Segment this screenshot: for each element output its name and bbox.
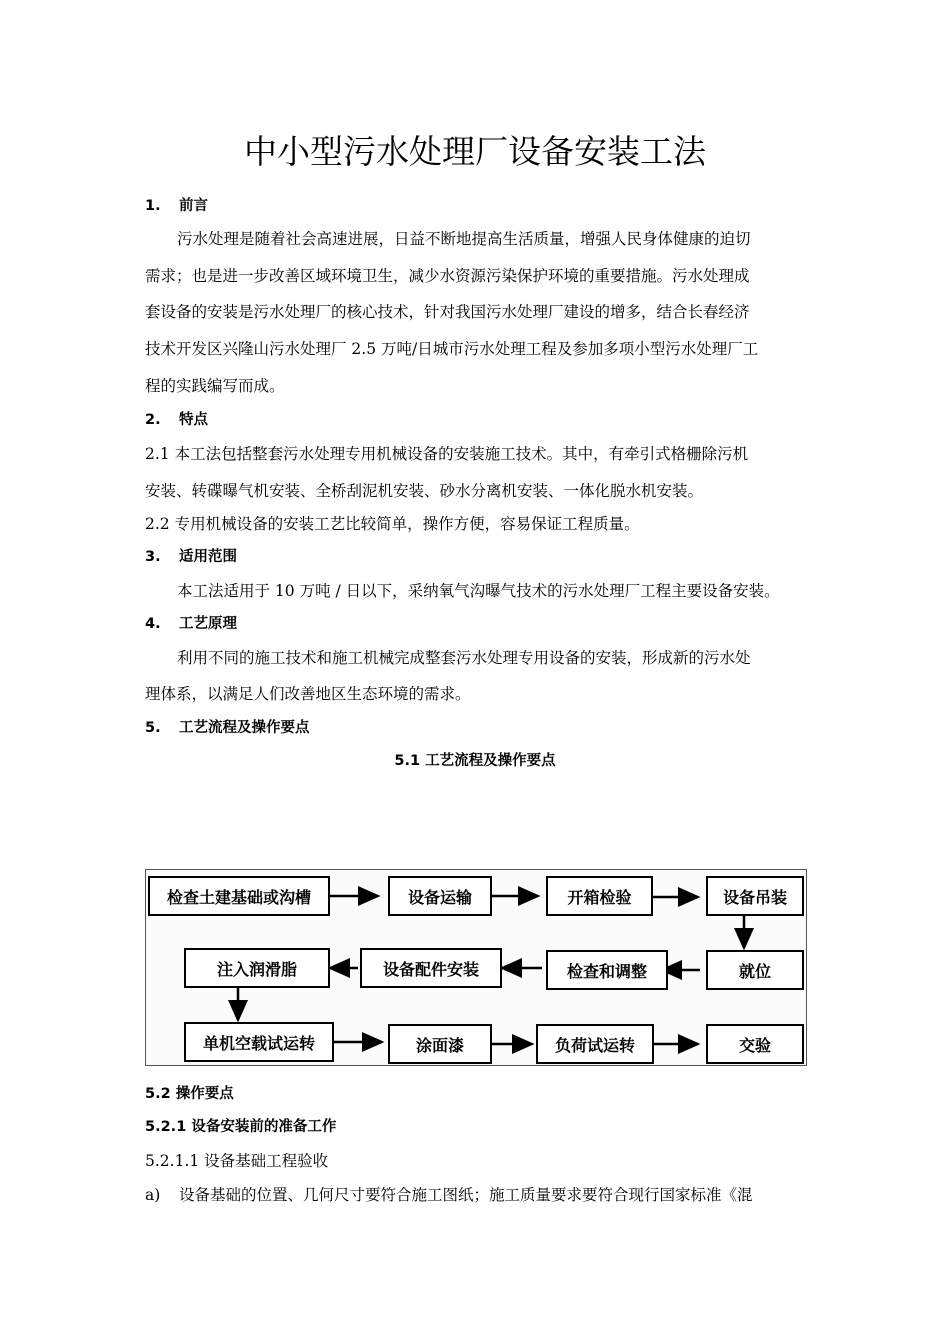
section-title: 适用范围 xyxy=(179,549,237,565)
section-2-heading xyxy=(145,410,815,430)
paragraph-line: 利用不同的施工技术和施工机械完成整套污水处理专用设备的安装，形成新的污水处 xyxy=(177,649,751,667)
list-item-text: 设备基础的位置、几何尺寸要符合施工图纸；施工质量要求要符合现行国家标准《混 xyxy=(179,1186,753,1204)
subsection-5-2-heading: 5.2 操作要点 xyxy=(145,1086,234,1102)
paragraph-line: 技术开发区兴隆山污水处理厂 2.5 万吨/日城市污水处理工程及参加多项小型污水处理厂工 xyxy=(145,340,759,358)
section-1-heading xyxy=(145,196,815,216)
section-4-heading xyxy=(145,614,815,634)
flow-step: 负荷试运转 xyxy=(536,1024,654,1064)
section-number: 3. xyxy=(145,549,161,565)
section-title: 工艺原理 xyxy=(179,616,237,632)
list-marker: a) xyxy=(145,1186,161,1204)
paragraph-line: 2.1 本工法包括整套污水处理专用机械设备的安装施工技术。其中，有牵引式格栅除污机 xyxy=(145,445,749,463)
flow-step: 设备配件安装 xyxy=(360,948,502,988)
paragraph-line: 需求；也是进一步改善区域环境卫生，减少水资源污染保护环境的重要措施。污水处理成 xyxy=(145,267,750,285)
section-number: 1. xyxy=(145,198,161,214)
subsection-5-2-1-1-heading: 5.2.1.1 设备基础工程验收 xyxy=(145,1152,329,1170)
paragraph-line: 本工法适用于 10 万吨 / 日以下，采纳氧气沟曝气技术的污水处理厂工程主要设备安装。 xyxy=(177,582,780,600)
section-5-heading xyxy=(145,718,815,738)
section-number: 5. xyxy=(145,720,161,736)
paragraph-line: 程的实践编写而成。 xyxy=(145,377,285,395)
flow-step: 涂面漆 xyxy=(388,1024,492,1064)
flow-step: 设备运输 xyxy=(388,876,492,916)
flow-step: 注入润滑脂 xyxy=(184,948,330,988)
paragraph-line: 套设备的安装是污水处理厂的核心技术，针对我国污水处理厂建设的增多，结合长春经济 xyxy=(145,303,750,321)
section-3-heading xyxy=(145,547,815,567)
flow-step: 检查土建基础或沟槽 xyxy=(148,876,330,916)
subsection-5-1-heading: 5.1 工艺流程及操作要点 xyxy=(394,753,556,769)
page-title: 中小型污水处理厂设备安装工法 xyxy=(244,132,706,171)
flow-step: 开箱检验 xyxy=(546,876,653,916)
section-title: 特点 xyxy=(179,412,208,428)
section-title: 前言 xyxy=(179,198,208,214)
flow-step: 设备吊装 xyxy=(706,876,804,916)
section-number: 2. xyxy=(145,412,161,428)
flow-step: 就位 xyxy=(706,950,804,990)
paragraph-line: 理体系，以满足人们改善地区生态环境的需求。 xyxy=(145,685,471,703)
list-item-a xyxy=(145,1185,815,1205)
paragraph-line: 2.2 专用机械设备的安装工艺比较简单，操作方便，容易保证工程质量。 xyxy=(145,515,640,533)
paragraph-line: 污水处理是随着社会高速进展，日益不断地提高生活质量，增强人民身体健康的迫切 xyxy=(177,230,751,248)
flow-step: 检查和调整 xyxy=(546,950,668,990)
flow-step: 单机空载试运转 xyxy=(184,1022,334,1062)
paragraph-line: 安装、转碟曝气机安装、全桥刮泥机安装、砂水分离机安装、一体化脱水机安装。 xyxy=(145,482,704,500)
section-title: 工艺流程及操作要点 xyxy=(179,720,310,736)
section-number: 4. xyxy=(145,616,161,632)
flow-step: 交验 xyxy=(706,1024,804,1064)
process-flowchart xyxy=(145,869,807,1066)
subsection-5-2-1-heading: 5.2.1 设备安装前的准备工作 xyxy=(145,1119,337,1135)
